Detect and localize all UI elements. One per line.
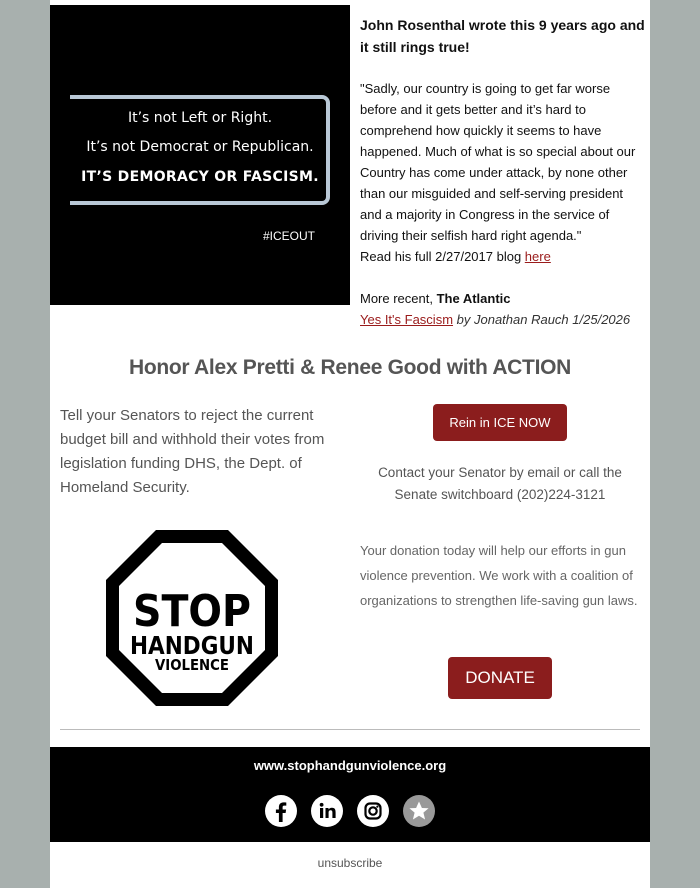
contact-senator-text: Contact your Senator by email or call the Senate switchboard (202)224-3121 bbox=[378, 465, 622, 502]
website-link[interactable]: www.stophandgunviolence.org bbox=[253, 758, 447, 773]
email-body bbox=[50, 0, 650, 888]
donate-button[interactable]: DONATE bbox=[448, 657, 552, 699]
section-headline: Honor Alex Pretti & Renee Good with ACTION bbox=[128, 356, 572, 379]
recent-line bbox=[360, 288, 645, 309]
hero-line-2: It’s not Democrat or Republican. bbox=[86, 139, 314, 155]
article-link[interactable]: Yes It's Fascism bbox=[360, 312, 454, 327]
facebook-icon[interactable] bbox=[265, 795, 297, 827]
blog-text: Read his full 2/27/2017 blog bbox=[360, 249, 525, 264]
logo-handgun: HANDGUN bbox=[130, 631, 254, 660]
donation-text: Your donation today will help our efforts in gun violence prevention. We work with a coalition of organizations to strengthen life-saving gun laws. bbox=[360, 543, 638, 608]
rein-in-ice-button[interactable]: Rein in ICE NOW bbox=[433, 404, 567, 441]
article-byline: by Jonathan Rauch 1/25/2026 bbox=[453, 312, 631, 327]
quote-text: "Sadly, our country is going to get far worse before and it gets better and it’s hard to comprehend how quickly it seems to have happened. Much of what is so special about our Country has come under attack, by none other than our misguided and self-serving president and a majority in Congress in the service of driving their selfish hard right agenda." bbox=[360, 81, 636, 243]
intro-title: John Rosenthal wrote this 9 years ago and it still rings true! bbox=[360, 17, 645, 55]
recent-prefix: More recent, bbox=[360, 291, 437, 306]
stop-handgun-violence-logo bbox=[102, 526, 282, 710]
hero-line-3: IT’S DEMORACY OR FASCISM. bbox=[81, 169, 319, 185]
blog-line bbox=[360, 246, 645, 267]
hero-hashtag: #ICEOUT bbox=[263, 229, 316, 243]
footer bbox=[50, 747, 650, 842]
star-icon[interactable] bbox=[403, 795, 435, 827]
hero-line-1: It’s not Left or Right. bbox=[127, 110, 273, 126]
linkedin-icon[interactable] bbox=[311, 795, 343, 827]
blog-link[interactable]: here bbox=[524, 249, 551, 264]
instagram-icon[interactable] bbox=[357, 795, 389, 827]
divider bbox=[60, 729, 640, 730]
unsubscribe-link[interactable]: unsubscribe bbox=[317, 856, 383, 870]
article-line bbox=[360, 309, 645, 330]
senators-text: Tell your Senators to reject the current budget bill and withhold their votes from legislation funding DHS, the Dept. of Homeland Security. bbox=[60, 407, 325, 496]
intro-column bbox=[360, 14, 645, 330]
hero-image bbox=[50, 5, 350, 305]
logo-violence: VIOLENCE bbox=[155, 656, 229, 674]
logo-stop: STOP bbox=[133, 586, 251, 637]
recent-source: The Atlantic bbox=[436, 291, 511, 306]
